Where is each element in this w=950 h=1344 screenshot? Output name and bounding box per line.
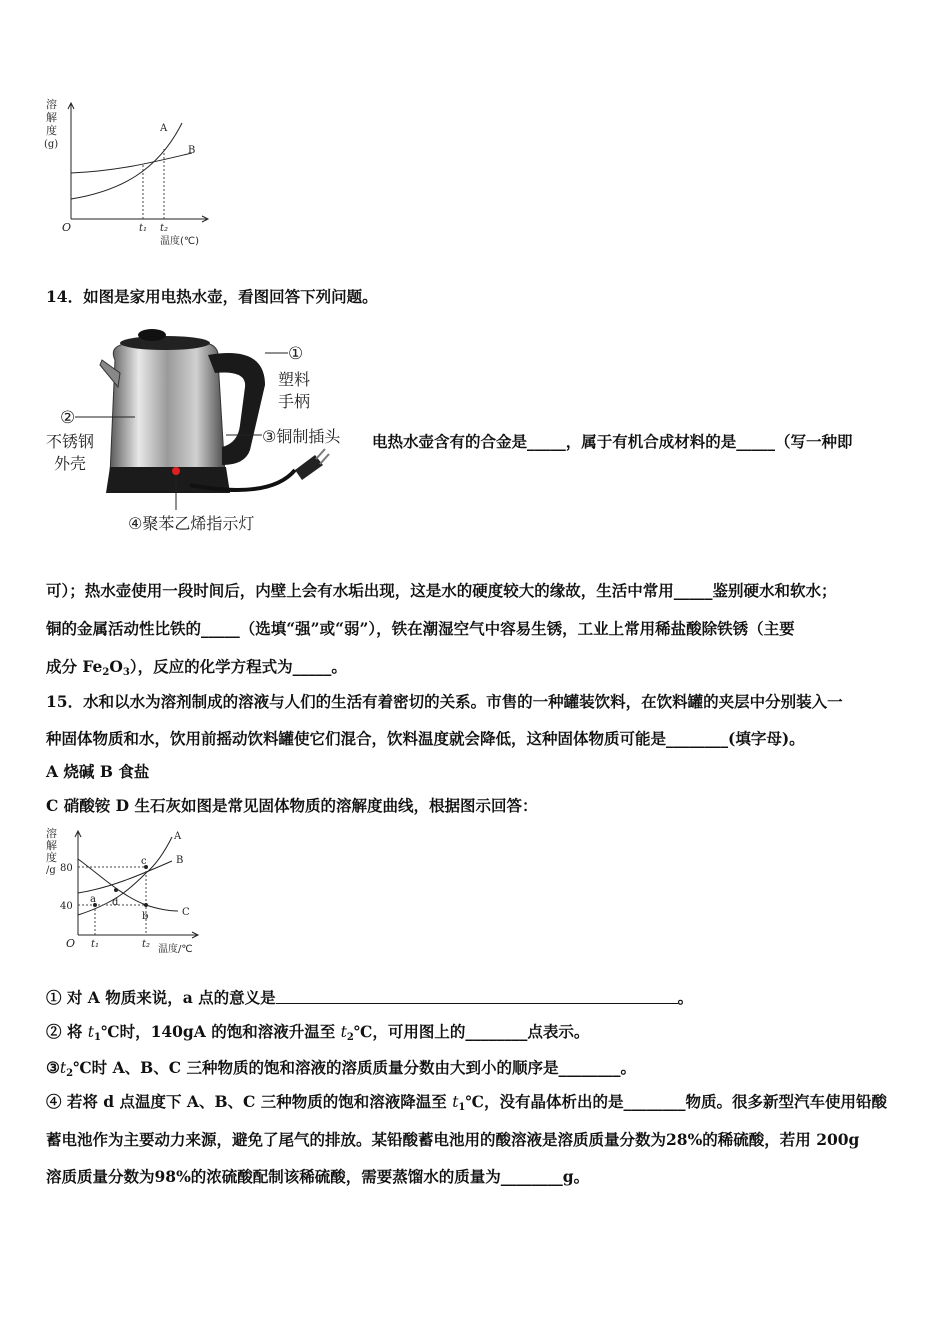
q15-sub-3: $③t_2℃$时 A、B、C 三种物质的饱和溶液的溶质质量分数由大到小的顺序是________。 (46, 1058, 636, 1079)
graph1-t2: t₂ (160, 223, 169, 234)
q14-side-text: 电热水壶含有的合金是_____，属于有机合成材料的是_____（写一种即 (372, 432, 853, 451)
graph1-label-b: B (188, 145, 196, 156)
q15-line-x: 蓄电池作为主要动力来源，避免了尾气的排放。某铅酸蓄电池用的酸溶液是溶质质量分数为28%的稀硫酸，若用 200g (46, 1130, 860, 1149)
graph2-point-a: a (90, 894, 96, 905)
q14-stem: 14．如图是家用电热水壶，看图回答下列问题。 (46, 287, 378, 306)
callout-2-text-1: 不锈钢 (46, 432, 95, 451)
graph2-origin: O (66, 937, 76, 950)
graph2-t1: t₁ (91, 939, 100, 950)
graph2-ylabel-3: 度 (46, 851, 57, 864)
graph1-ylabel-3: 度 (46, 124, 57, 137)
graph1-ylabel-4: (g) (44, 139, 59, 150)
graph2-y40: 40 (60, 901, 73, 912)
q15-options-cd: C 硝酸铵 D 生石灰如图是常见固体物质的溶解度曲线，根据图示回答： (46, 796, 538, 815)
callout-1-number: ① (288, 344, 304, 364)
callout-3: ③铜制插头 (262, 427, 341, 446)
q15-sub-1: ① 对 A 物质来说，a 点的意义是 。 (46, 988, 694, 1007)
graph1-t1: t₁ (139, 223, 148, 234)
graph1-xlabel: 温度(℃) (160, 236, 200, 247)
graph2-ylabel-1: 溶 (46, 827, 57, 840)
graph2-point-d: d (112, 897, 119, 908)
graph2-label-a: A (174, 831, 182, 842)
graph2-point-b: b (142, 911, 149, 922)
graph2-xlabel: 温度/℃ (158, 944, 193, 955)
callout-2-number: ② (60, 408, 76, 428)
solubility-graph-1 (40, 95, 220, 250)
q14-line-2: 铜的金属活动性比铁的_____（选填“强”或“弱”），铁在潮湿空气中容易生锈，工业上常用稀盐酸除铁锈（主要 (46, 619, 795, 638)
graph2-curve-b (78, 861, 172, 893)
graph2-axes (75, 831, 198, 938)
q15-sub-4: ④ 若将 d 点温度下 A、B、C 三种物质的饱和溶液降温至 $t_1℃$，没有晶体析出的是________物质。很多新型汽车使用铅酸 (46, 1092, 887, 1113)
q15-sub-2: ② 将 $t_1℃$时，140gA 的饱和溶液升温至 $t_2℃$，可用图上的________点表示。 (46, 1022, 590, 1043)
graph2-label-c: C (182, 907, 190, 918)
callout-1-text-1: 塑料 (278, 370, 311, 389)
callout-1-text-2: 手柄 (278, 392, 311, 411)
graph2-y80: 80 (60, 863, 73, 874)
q14-line-3: 成分 $Fe_2O_3$），反应的化学方程式为_____。 (46, 657, 347, 678)
q15-line-1: 15．水和以水为溶剂制成的溶液与人们的生活有着密切的关系。市售的一种罐装饮料，在饮料罐的夹层中分别装入一 (46, 692, 843, 711)
solubility-graph-2 (40, 825, 210, 960)
graph1-axes (68, 103, 208, 222)
callout-2-text-2: 外壳 (54, 454, 87, 473)
q15-options-ab: A 烧碱 B 食盐 (46, 762, 150, 781)
kettle-illustration (40, 325, 370, 545)
q15-line-y: 溶质质量分数为98%的浓硫酸配制该稀硫酸，需要蒸馏水的质量为________g。 (46, 1167, 590, 1186)
callout-4: ④聚苯乙烯指示灯 (128, 514, 255, 533)
graph1-label-a: A (160, 123, 168, 134)
graph2-ylabel-4: /g (46, 865, 56, 876)
q15-line-2: 种固体物质和水，饮用前摇动饮料罐使它们混合，饮料温度就会降低，这种固体物质可能是________(填字母)。 (46, 729, 805, 748)
graph1-ylabel-2: 解 (46, 111, 57, 124)
curve-b (71, 153, 192, 173)
graph2-t2: t₂ (142, 939, 151, 950)
graph2-ylabel-2: 解 (46, 839, 57, 852)
graph2-label-b: B (176, 855, 184, 866)
graph2-point-c: c (141, 856, 147, 867)
graph1-origin: O (62, 221, 72, 234)
graph1-ylabel-1: 溶 (46, 98, 57, 111)
q14-line-1: 可）；热水壶使用一段时间后，内壁上会有水垢出现，这是水的硬度较大的缘故，生活中常用_____鉴别硬水和软水； (46, 581, 837, 600)
curve-a (71, 123, 182, 199)
